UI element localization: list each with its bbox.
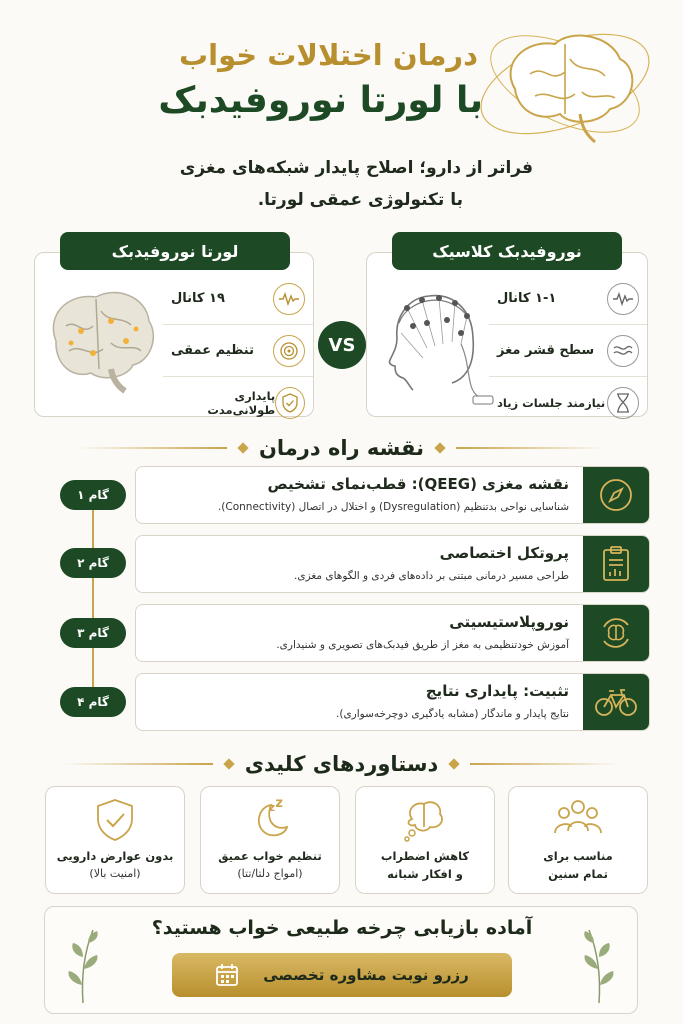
divider bbox=[63, 763, 213, 765]
loreta-card-title: لورتا نوروفیدبک bbox=[60, 232, 290, 270]
step-title: پروتکل اختصاصی bbox=[439, 544, 569, 562]
cta-question: آماده بازیابی چرخه طبیعی خواب هستید؟ bbox=[151, 917, 533, 939]
roadmap-step bbox=[135, 466, 650, 524]
loreta-feature-text: پایداری طولانی‌مدت bbox=[207, 389, 276, 417]
shield-check-icon bbox=[275, 387, 305, 419]
achievements-title: دستاوردهای کلیدی bbox=[244, 752, 439, 776]
eeg-head-icon bbox=[377, 278, 497, 413]
page-title-line2: با لورتا نوروفیدبک bbox=[158, 80, 483, 121]
achievement-card bbox=[200, 786, 340, 894]
step-description: شناسایی نواحی بدتنظیم (Dysregulation) و اختلال در اتصال (Connectivity). bbox=[217, 501, 569, 513]
achievement-card bbox=[45, 786, 185, 894]
divider-diamond bbox=[434, 442, 445, 453]
hourglass-icon bbox=[607, 387, 639, 419]
loreta-feature-list bbox=[163, 273, 313, 429]
wave-icon bbox=[607, 283, 639, 315]
brain-illustration-icon bbox=[470, 14, 660, 154]
classic-feature bbox=[489, 377, 647, 429]
step-badge: گام ۳ bbox=[60, 618, 126, 648]
divider-diamond bbox=[237, 442, 248, 453]
divider-diamond bbox=[223, 758, 234, 769]
classic-feature-text: ۱-۱ کانال bbox=[497, 291, 557, 306]
step-title: تثبیت: پایداری نتایج bbox=[425, 682, 569, 700]
step-description: آموزش خودتنظیمی به مغز از طریق فیدبک‌های تصویری و شنیداری. bbox=[276, 639, 569, 651]
page-title-line1: درمان اختلالات خواب bbox=[179, 38, 478, 72]
classic-feature bbox=[489, 273, 647, 325]
subtitle-line2: با تکنولوژی عمقی لورتا. bbox=[257, 190, 463, 210]
step-badge: گام ۲ bbox=[60, 548, 126, 578]
target-icon bbox=[273, 335, 305, 367]
compass-icon bbox=[583, 467, 649, 523]
roadmap-step bbox=[135, 604, 650, 662]
step-badge: گام ۱ bbox=[60, 480, 126, 510]
achievement-card bbox=[508, 786, 648, 894]
timeline-line bbox=[92, 495, 94, 695]
people-icon bbox=[553, 797, 603, 843]
button-label: رزرو نوبت مشاوره تخصصی bbox=[263, 966, 469, 984]
divider bbox=[77, 447, 227, 449]
divider bbox=[470, 763, 620, 765]
achievement-line1: بدون عوارض دارویی bbox=[56, 849, 174, 863]
brain-thought-icon bbox=[400, 797, 450, 843]
divider bbox=[456, 447, 606, 449]
roadmap-step bbox=[135, 673, 650, 731]
loreta-card bbox=[34, 252, 314, 417]
achievement-card bbox=[355, 786, 495, 894]
roadmap-section-title bbox=[0, 436, 683, 460]
classic-card bbox=[366, 252, 648, 417]
achievements-section-title bbox=[0, 752, 683, 776]
vs-badge: VS bbox=[318, 321, 366, 369]
classic-feature-text: نیازمند جلسات زیاد bbox=[497, 396, 606, 410]
achievement-line2: و افکار شبانه bbox=[387, 867, 463, 881]
clipboard-chart-icon bbox=[583, 536, 649, 592]
achievement-line2: (امواج دلتا/تتا) bbox=[237, 867, 303, 880]
glowing-brain-icon bbox=[41, 281, 161, 396]
bicycle-icon bbox=[583, 674, 649, 730]
surface-waves-icon bbox=[607, 335, 639, 367]
loreta-feature bbox=[163, 273, 313, 325]
step-badge: گام ۴ bbox=[60, 687, 126, 717]
roadmap-step bbox=[135, 535, 650, 593]
loreta-feature-text: تنظیم عمقی bbox=[171, 343, 254, 358]
classic-feature bbox=[489, 325, 647, 377]
step-title: نقشه مغزی (QEEG): قطب‌نمای تشخیص bbox=[267, 475, 569, 493]
classic-feature-list bbox=[489, 273, 647, 429]
shield-check-icon bbox=[90, 797, 140, 843]
book-consultation-button[interactable] bbox=[172, 953, 512, 997]
achievement-line2: (امنیت بالا) bbox=[89, 867, 141, 880]
achievement-line1: کاهش اضطراب bbox=[380, 849, 470, 863]
divider-diamond bbox=[449, 758, 460, 769]
brain-cycle-icon bbox=[583, 605, 649, 661]
roadmap-title: نقشه راه درمان bbox=[258, 436, 425, 460]
svg-text:z: z bbox=[268, 801, 275, 814]
loreta-feature bbox=[163, 377, 313, 429]
loreta-feature bbox=[163, 325, 313, 377]
svg-text:z: z bbox=[275, 797, 283, 811]
step-title: نوروپلاستیسیتی bbox=[449, 613, 569, 631]
moon-icon bbox=[245, 797, 295, 843]
step-description: طراحی مسیر درمانی مبتنی بر داده‌های فردی و الگوهای مغزی. bbox=[294, 570, 569, 582]
cta-box bbox=[44, 906, 638, 1014]
achievement-line1: مناسب برای bbox=[543, 849, 613, 863]
achievement-line1: تنظیم خواب عمیق bbox=[218, 849, 322, 863]
calendar-icon bbox=[215, 963, 239, 987]
classic-card-title: نوروفیدبک کلاسیک bbox=[392, 232, 622, 270]
classic-feature-text: سطح قشر مغز bbox=[497, 343, 595, 358]
wave-icon bbox=[273, 283, 305, 315]
subtitle-line1: فراتر از دارو؛ اصلاح پایدار شبکه‌های مغزی bbox=[179, 158, 533, 178]
step-description: نتایج پایدار و ماندگار (مشابه یادگیری دوچرخه‌سواری). bbox=[336, 708, 569, 720]
loreta-feature-text: ۱۹ کانال bbox=[171, 291, 225, 306]
achievement-line2: تمام سنین bbox=[548, 867, 608, 881]
